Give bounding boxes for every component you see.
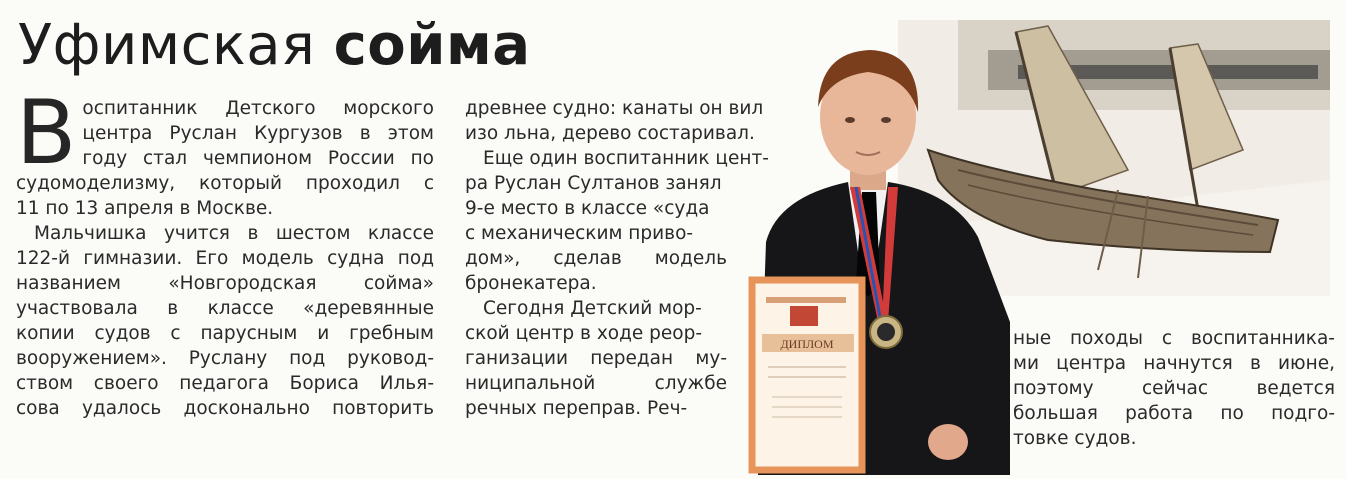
text-line: с механическим приво- [465,223,694,244]
text-line: ниципальной службе [465,373,727,394]
drop-cap: В [16,81,77,184]
article-title [18,6,531,86]
column-1 [16,81,434,421]
text-line: ганизации передан му- [465,348,727,369]
text-line: копии судов с парусным и гребным [16,323,434,344]
boy-with-diploma-photo [738,22,1010,475]
title-bold: сойма [333,13,531,78]
text-line: бронекатера. [465,273,597,294]
text-line: 11 по 13 апреля в Москве. [16,198,274,219]
column-3 [1013,326,1335,451]
diploma-label: ДИПЛОМ [780,337,834,351]
text-line: ные походы с воспитанника- [1013,328,1335,349]
text-line: Еще один воспитанник цент- [483,148,769,169]
text-line: товке судов. [1013,428,1137,449]
text-line: изо льна, дерево состаривал. [465,123,755,144]
text-line: древнее судно: канаты он вил [465,98,764,119]
text-line: Сегодня Детский мор- [483,298,702,319]
text-line: судомоделизму, который проходил с [16,173,434,194]
text-line: вооружением». Руслану под руковод- [16,348,434,369]
boy-illustration [738,22,1010,475]
title-regular: Уфимская [18,13,316,78]
text-line: Мальчишка учится в шестом классе [34,223,434,244]
text-line: году стал чемпионом России по [82,148,434,169]
text-line: большая работа по подго- [1013,403,1335,424]
text-line: названием «Новгородская сойма» [16,273,434,294]
paragraph-2 [16,221,434,421]
text-line: ской центр в ходе реор- [465,323,703,344]
text-line: 122-й гимназии. Его модель судна под [16,248,434,269]
text-line: 9-е место в классе «суда [465,198,710,219]
text-line: поэтому сейчас ведется [1013,378,1335,399]
text-line: сова удалось досконально повторить [16,398,434,419]
diploma-image [752,280,862,470]
text-line: дом», сделав модель [465,248,727,269]
text-line: оспитанник Детского морского [82,98,434,119]
text-line: речных переправ. Реч- [465,398,688,419]
text-line: ми центра начнутся в июне, [1013,353,1335,374]
paragraph-1 [16,81,434,221]
text-line: ра Руслан Султанов занял [465,173,722,194]
paragraph-6 [1013,326,1335,451]
text-line: центра Руслан Кургузов в этом [82,123,434,144]
text-line: участвовала в классе «деревянные [16,298,434,319]
text-line: ством своего педагога Бориса Илья- [16,373,434,394]
